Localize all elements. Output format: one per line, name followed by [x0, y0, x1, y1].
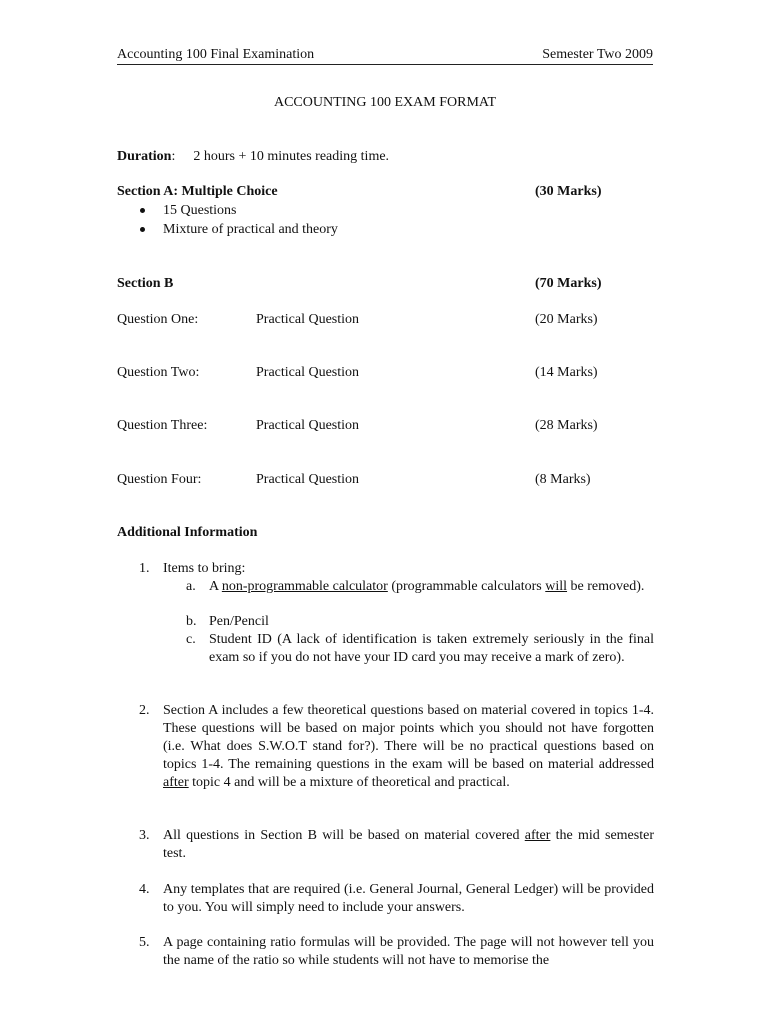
question-marks: (20 Marks) [535, 312, 598, 327]
list-item-text: All questions in Section B will be based on material covered after the mid semester test. [163, 828, 654, 861]
page-header [117, 46, 653, 65]
question-type: Practical Question [256, 418, 360, 433]
question-name: Question Two: [117, 365, 200, 380]
question-name: Question Three: [117, 418, 208, 433]
question-type: Practical Question [256, 472, 360, 487]
page-title: ACCOUNTING 100 EXAM FORMAT [273, 95, 497, 110]
additional-heading: Additional Information [117, 525, 258, 540]
section-a-bullet-2: Mixture of practical and theory [163, 222, 338, 237]
sub-item-calculator: A non-programmable calculator (programmable calculators will be removed). [209, 579, 645, 594]
section-b-marks: (70 Marks) [535, 276, 602, 291]
list-item-text: Items to bring: [163, 561, 246, 576]
section-a-heading: Section A: Multiple Choice [117, 184, 278, 199]
question-marks: (14 Marks) [535, 365, 598, 380]
list-number: 3. [139, 828, 150, 843]
duration-value: 2 hours + 10 minutes reading time. [193, 149, 390, 164]
section-a-marks: (30 Marks) [535, 184, 602, 199]
list-item-text: Section A includes a few theoretical questions based on material covered in topics 1-4. These questions will be based on major points which you should not have forgotten (i.e. What does S.W.O.T stand for?). There will be no practical questions based on topics 1-4. The remaining questions in the exam will be based on material addressed after topic 4 and will be a mixture of theoretical and practical. [163, 703, 654, 790]
section-a-bullet-1: 15 Questions [163, 203, 237, 218]
duration-line: Duration: 2 hours + 10 minutes reading time. [117, 149, 390, 164]
header-course: Accounting 100 Final Examination [117, 47, 315, 62]
sub-letter: a. [186, 579, 196, 594]
sub-letter: b. [186, 614, 197, 629]
list-item-text: Any templates that are required (i.e. General Journal, General Ledger) will be provided to you. You will simply need to include your answers. [163, 882, 654, 915]
sub-letter: c. [186, 632, 196, 647]
question-marks: (28 Marks) [535, 418, 598, 433]
sub-item-student-id: Student ID (A lack of identification is taken extremely seriously in the final exam so if you do not have your ID card you may receive a mark of zero). [209, 632, 654, 665]
question-marks: (8 Marks) [535, 472, 591, 487]
question-type: Practical Question [256, 312, 360, 327]
sub-item-pen: Pen/Pencil [209, 614, 269, 629]
question-type: Practical Question [256, 365, 360, 380]
list-number: 2. [139, 703, 150, 718]
question-name: Question One: [117, 312, 199, 327]
bullet-icon [140, 208, 145, 213]
list-item-text: A page containing ratio formulas will be provided. The page will not however tell you the name of the ratio so while students will not have to memorise the [163, 935, 654, 968]
question-name: Question Four: [117, 472, 202, 487]
list-number: 1. [139, 561, 150, 576]
bullet-icon [140, 227, 145, 232]
section-b-heading: Section B [117, 276, 174, 291]
duration-label: Duration [117, 149, 172, 164]
header-semester: Semester Two 2009 [542, 47, 653, 62]
list-number: 5. [139, 935, 150, 950]
list-number: 4. [139, 882, 150, 897]
